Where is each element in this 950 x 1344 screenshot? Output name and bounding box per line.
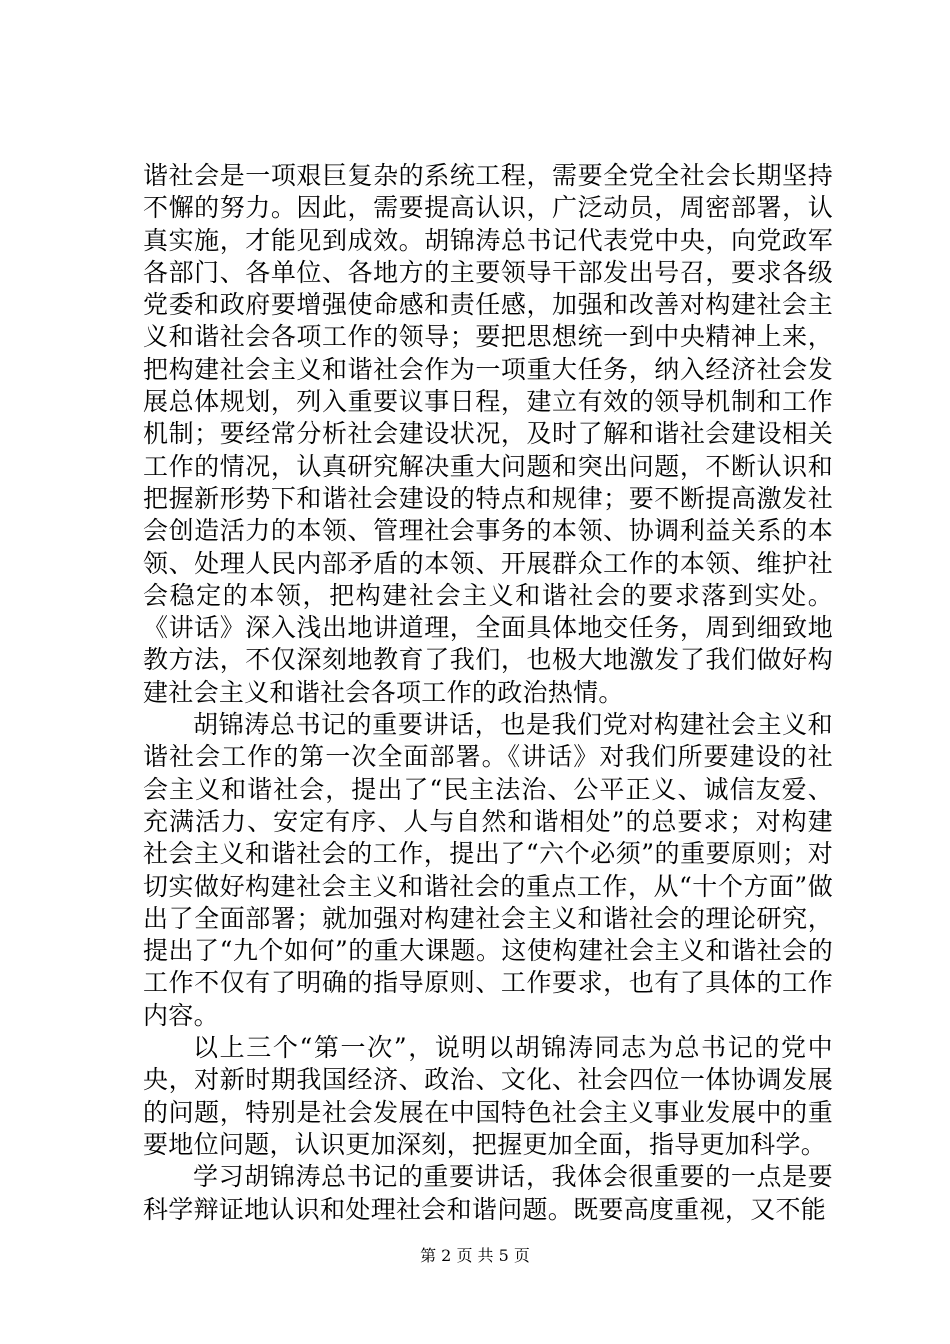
paragraph-1: 谐社会是一项艰巨复杂的系统工程，需要全党全社会长期坚持不懈的努力。因此，需要提高认识，广泛动员，周密部署，认真实施，才能见到成效。胡锦涛总书记代表党中央，向党政军各部门、各单位、各地方的主要领导干部发出号召，要求各级党委和政府要增强使命感和责任感，加强和改善对构建社会主义和谐社会各项工作的领导；要把思想统一到中央精神上来，把构建社会主义和谐社会作为一项重大任务，纳入经济社会发展总体规划，列入重要议事日程，建立有效的领导机制和工作机制；要经常分析社会建设状况，及时了解和谐社会建设相关工作的情况，认真研究解决重大问题和突出问题，不断认识和把握新形势下和谐社会建设的特点和规律；要不断提高激发社会创造活力的本领、管理社会事务的本领、协调利益关系的本领、处理人民内部矛盾的本领、开展群众工作的本领、维护社会稳定的本领，把构建社会主义和谐社会的要求落到实处。《讲话》深入浅出地讲道理，全面具体地交任务，周到细致地教方法，不仅深刻地教育了我们，也极大地激发了我们做好构建社会主义和谐社会各项工作的政治热情。: [143, 161, 833, 707]
paragraph-3: 以上三个“第一次”，说明以胡锦涛同志为总书记的党中央，对新时期我国经济、政治、文化、社会四位一体协调发展的问题，特别是社会发展在中国特色社会主义事业发展中的重要地位问题，认识更加深刻，把握更加全面，指导更加科学。: [143, 1033, 833, 1159]
document-body: [143, 160, 833, 1226]
paragraph-4: 学习胡锦涛总书记的重要讲话，我体会很重要的一点是要科学辩证地认识和处理社会和谐问题。既要高度重视，又不能: [143, 1162, 833, 1224]
page-footer: 第 2 页 共 5 页: [420, 1246, 530, 1265]
paragraph-2: 胡锦涛总书记的重要讲话，也是我们党对构建社会主义和谐社会工作的第一次全面部署。《讲话》对我们所要建设的社会主义和谐社会，提出了“民主法治、公平正义、诚信友爱、充满活力、安定有序、人与自然和谐相处”的总要求；对构建社会主义和谐社会的工作，提出了“六个必须”的重要原则；对切实做好构建社会主义和谐社会的重点工作，从“十个方面”做出了全面部署；就加强对构建社会主义和谐社会的理论研究，提出了“九个如何”的重大课题。这使构建社会主义和谐社会的工作不仅有了明确的指导原则、工作要求，也有了具体的工作内容。: [143, 710, 833, 1030]
